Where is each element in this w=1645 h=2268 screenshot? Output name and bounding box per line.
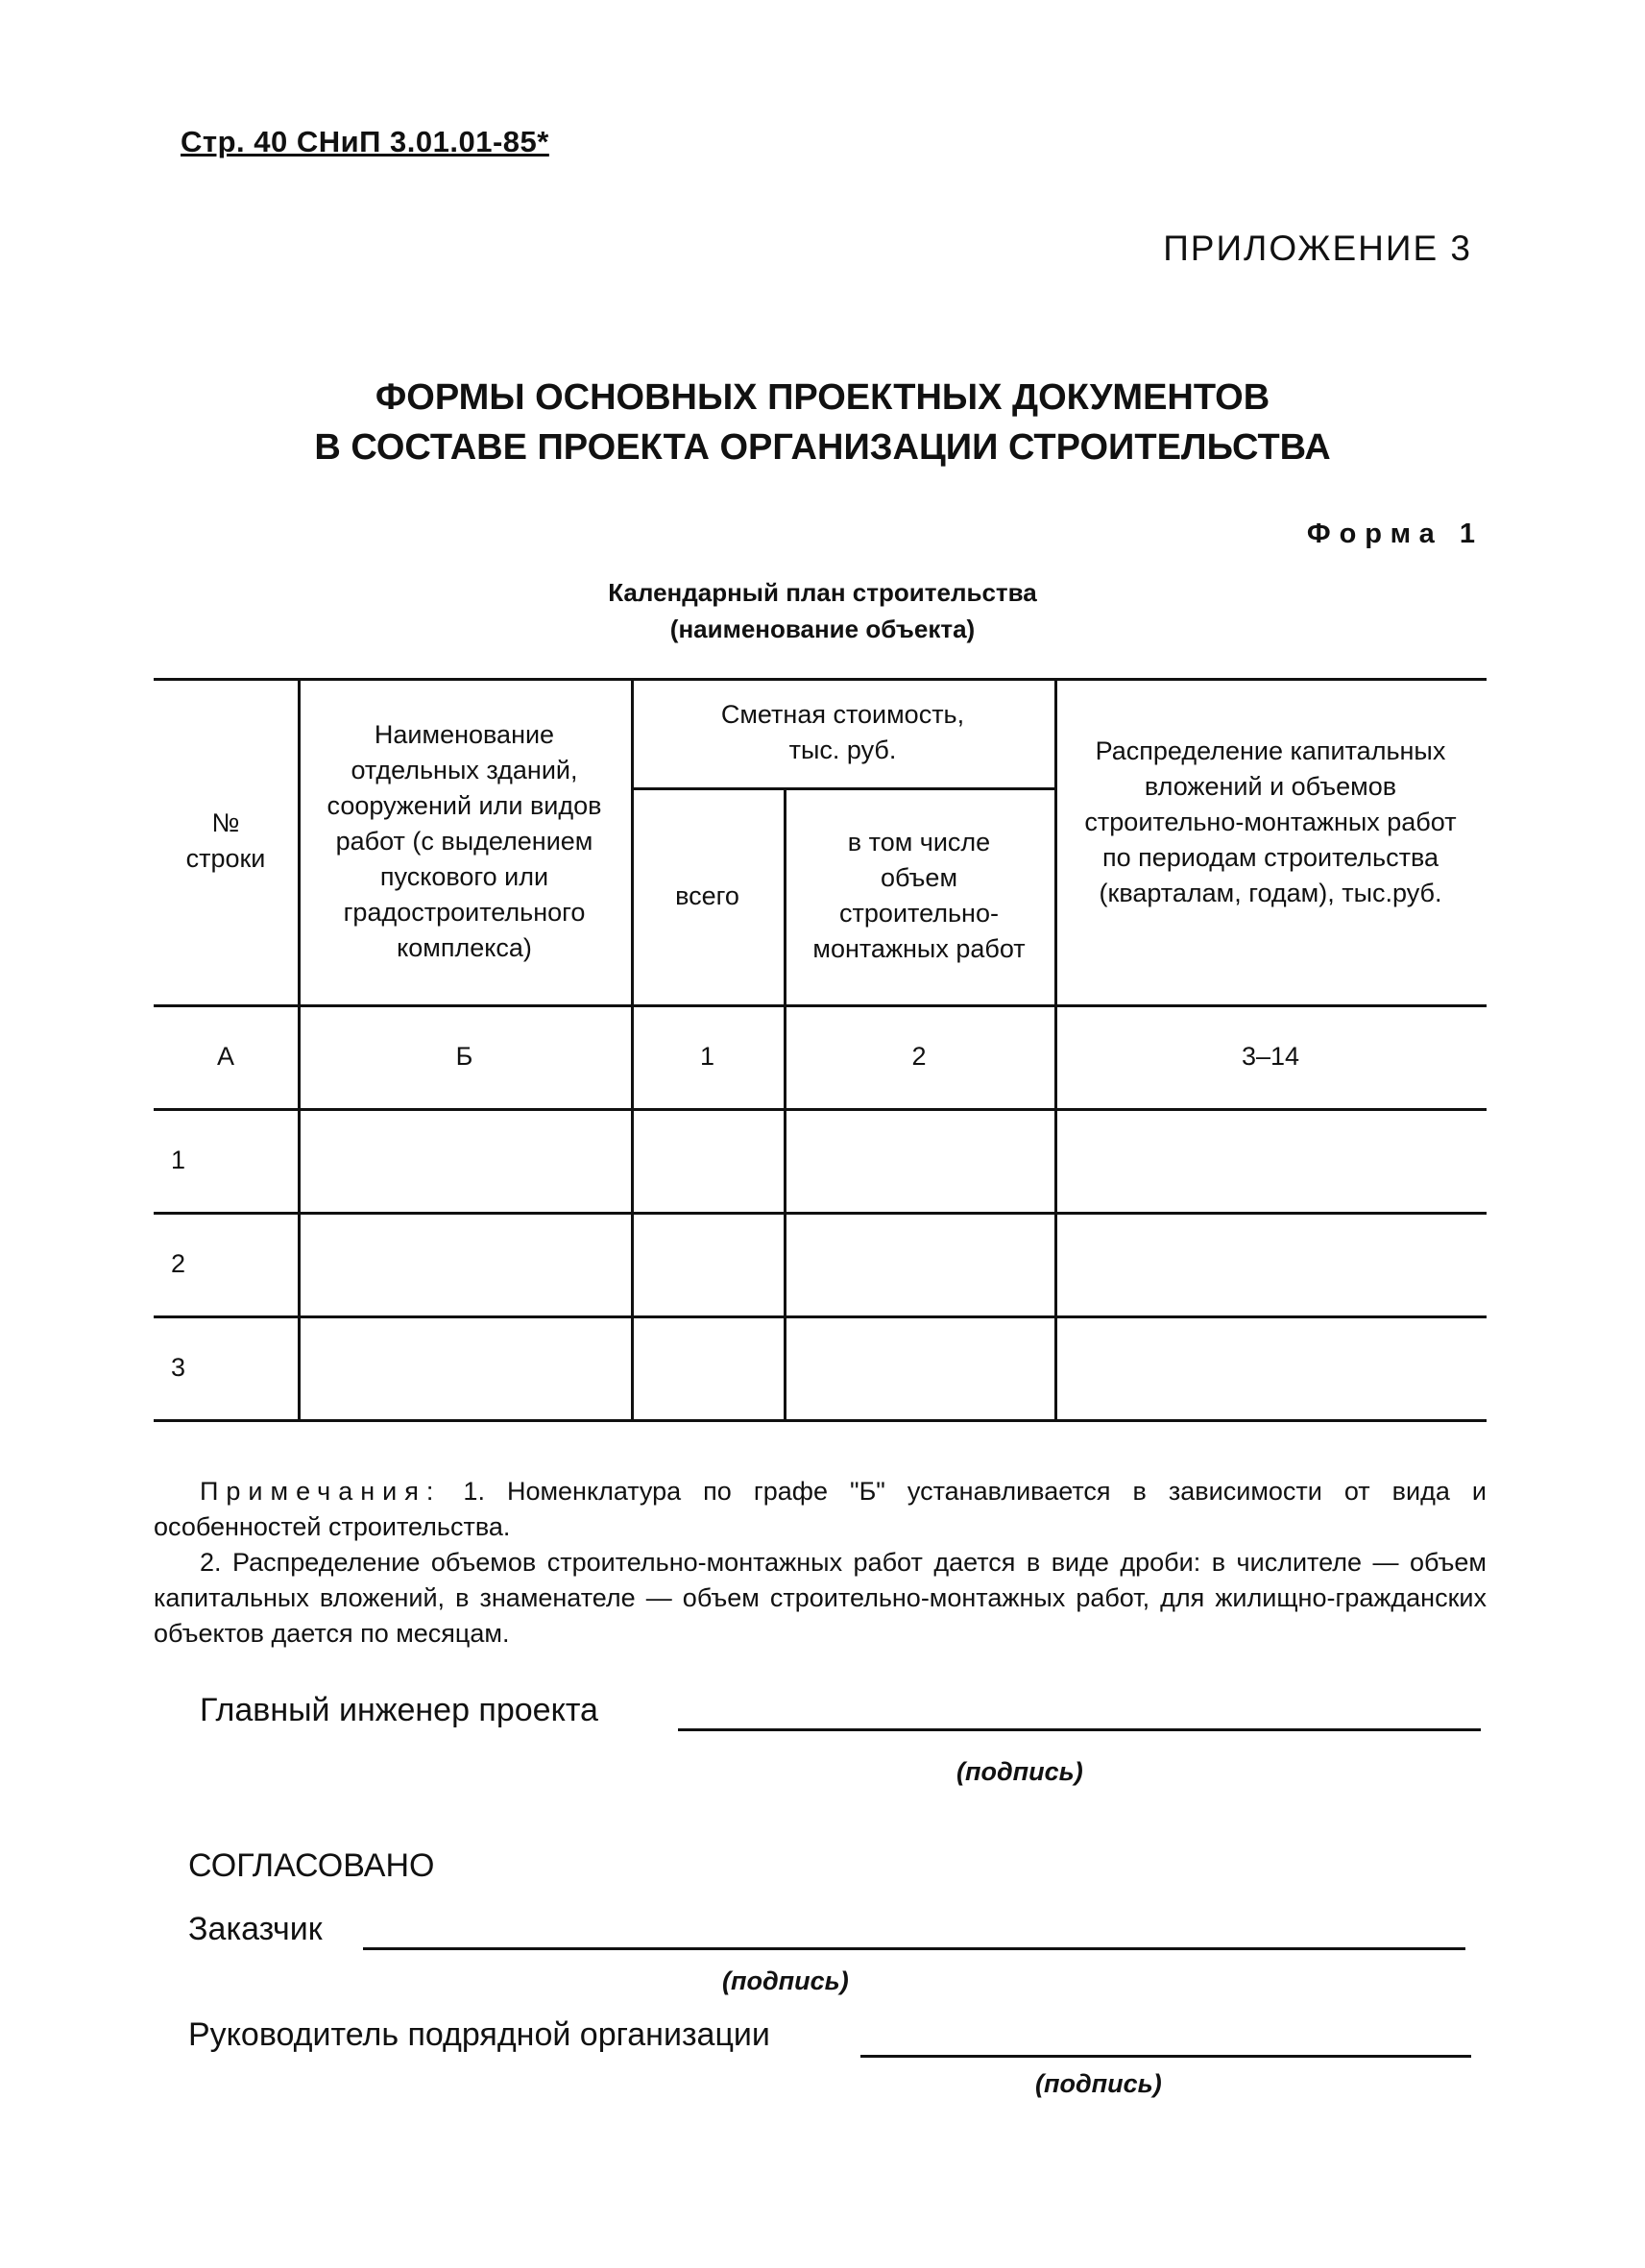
table-caption-subtitle: (наименование объекта) [669, 615, 976, 643]
row-number: 3 [171, 1352, 186, 1382]
header-row-number: № строки [185, 808, 266, 873]
table-caption [0, 574, 1645, 647]
customer-signature-line [363, 1947, 1465, 1950]
index-cell: 2 [911, 1041, 927, 1071]
table-rule [154, 1419, 1487, 1422]
appendix-label: ПРИЛОЖЕНИЕ 3 [1163, 229, 1472, 268]
header-estimated-cost: Сметная стоимость, тыс. руб. [720, 700, 965, 764]
calendar-plan-table [154, 678, 1487, 1423]
document-title [0, 373, 1645, 472]
contractor-head-signature-line [860, 2055, 1471, 2058]
contractor-head-label: Руководитель подрядной организации [188, 2016, 770, 2053]
signature-caption: (подпись) [1035, 2069, 1162, 2098]
row-number: 2 [171, 1248, 186, 1278]
header-investment-distribution: Распределение капитальных вложений и объемов строительно-монтажных работ по периодам строительства (кварталам, годам), тыс.руб. [1084, 736, 1457, 907]
document-title-line-1: ФОРМЫ ОСНОВНЫХ ПРОЕКТНЫХ ДОКУМЕНТОВ [375, 377, 1270, 418]
index-cell: 3–14 [1241, 1041, 1300, 1071]
header-object-name: Наименование отдельных зданий, сооружений или видов работ (с выделением пускового или градостроительного комплекса) [327, 719, 602, 962]
page-reference: Стр. 40 СНиП 3.01.01-85* [181, 125, 549, 158]
form-label: Форма 1 [1306, 519, 1484, 549]
table-rule [154, 1315, 1487, 1318]
table-rule [154, 1108, 1487, 1111]
index-cell: Б [455, 1041, 473, 1071]
customer-label: Заказчик [188, 1911, 323, 1947]
row-number: 1 [171, 1145, 186, 1174]
signature-caption: (подпись) [722, 1966, 849, 1995]
chief-engineer-signature-line [678, 1728, 1481, 1731]
header-cost-construction-works: в том числе объем строительно-монтажных работ [812, 828, 1026, 963]
note-1: 1. Номенклатура по графе "Б" устанавливается в зависимости от вида и особенностей строительства. [154, 1477, 1487, 1541]
header-cost-total: всего [675, 881, 739, 910]
notes-heading: Примечания: [200, 1477, 442, 1506]
notes [154, 1474, 1487, 1652]
index-cell: А [216, 1041, 234, 1071]
chief-engineer-label: Главный инженер проекта [200, 1692, 598, 1728]
agreed-heading: СОГЛАСОВАНО [188, 1847, 435, 1884]
note-2: 2. Распределение объемов строительно-монтажных работ дается в виде дроби: в числителе — объем капитальных вложений, в знаменателе — объем строительно-монтажных работ, для жилищно-гражданских объектов дается по месяцам. [154, 1548, 1487, 1648]
table-caption-title: Календарный план строительства [608, 578, 1037, 607]
table-rule [154, 1212, 1487, 1215]
signature-caption: (подпись) [956, 1757, 1083, 1786]
index-cell: 1 [699, 1041, 715, 1071]
document-title-line-2: В СОСТАВЕ ПРОЕКТА ОРГАНИЗАЦИИ СТРОИТЕЛЬСТВА [314, 427, 1331, 468]
